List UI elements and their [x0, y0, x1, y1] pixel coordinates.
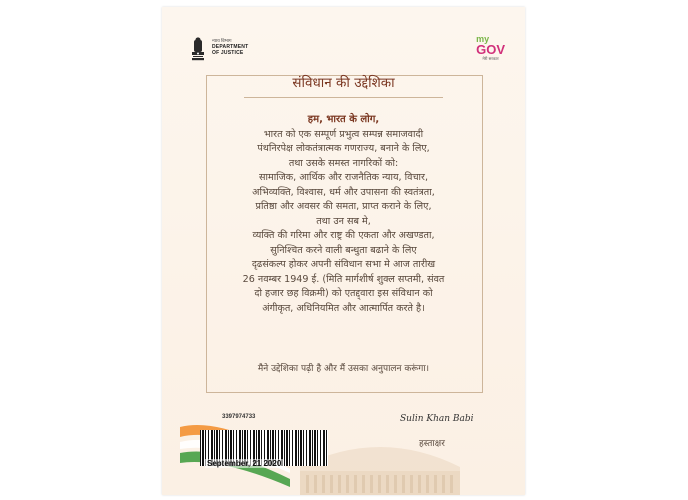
- signature: Sulin Khan Babi: [400, 414, 474, 424]
- mygov-logo-gov: GOV: [476, 42, 505, 57]
- ministry-hindi: न्याय विभाग: [212, 38, 232, 43]
- ministry-line2: OF JUSTICE: [212, 50, 244, 56]
- preamble-lead: हम, भारत के लोग,: [307, 114, 380, 125]
- ministry-line1: DEPARTMENT: [212, 44, 249, 50]
- national-emblem-icon: [188, 37, 208, 65]
- preamble-line: भारत को एक सम्पूर्ण प्रभुत्व सम्पन्न समाजवादी: [263, 128, 424, 140]
- mygov-logo: [476, 35, 505, 62]
- mygov-logo-my: my: [476, 34, 490, 44]
- preamble-line: तथा उन सब मे,: [316, 215, 371, 227]
- preamble-line: अभिव्यक्ति, विश्वास, धर्म और उपासना की स्वतंत्रता,: [252, 186, 435, 198]
- preamble-line: पंथनिरपेक्ष लोकतंत्रात्मक गणराज्य, बनाने के लिए,: [257, 143, 430, 154]
- preamble-line: सुनिश्चित करने वाली बन्धुता बढाने के लिए: [270, 244, 417, 256]
- preamble-line: व्यक्ति की गरिमा और राष्ट्र की एकता और अखण्डता,: [252, 230, 435, 241]
- preamble-line: 26 नवम्बर 1949 ई. (मिति मार्गशीर्ष शुक्ल सप्तमी, संवत: [242, 273, 445, 285]
- title-divider: [244, 97, 443, 98]
- preamble-line: तथा उसके समस्त नागरिकों को:: [288, 157, 399, 169]
- preamble-text: [206, 113, 481, 316]
- certificate: [162, 7, 525, 495]
- preamble-line: प्रतिष्ठा और अवसर की समता, प्राप्त कराने के लिए,: [255, 201, 432, 212]
- department-of-justice-logo: [212, 38, 248, 56]
- page-title: संविधान की उद्देशिका: [292, 75, 395, 91]
- preamble-line: दो हजार छह विक्रमी) को एतद्द्वारा इस संविधान को: [254, 288, 433, 299]
- preamble-line: सामाजिक, आर्थिक और राजनैतिक न्याय, विचार,: [258, 172, 429, 183]
- pledge-text: मैने उद्देशिका पढ़ी है और मैं उसका अनुपालन करूंगा।: [257, 364, 430, 374]
- date-stamp: September, 21 2020: [207, 459, 282, 468]
- signature-label: हस्ताक्षर: [419, 439, 445, 449]
- mygov-tagline: मेरी सरकार: [482, 56, 499, 61]
- registration-number: 3397974733: [222, 414, 256, 420]
- preamble-line: दृढसंकल्प होकर अपनी संविधान सभा मे आज तारीख: [251, 259, 436, 270]
- preamble-line: अंगीकृत, अधिनियमित और आत्मार्पित करते है।: [262, 302, 425, 314]
